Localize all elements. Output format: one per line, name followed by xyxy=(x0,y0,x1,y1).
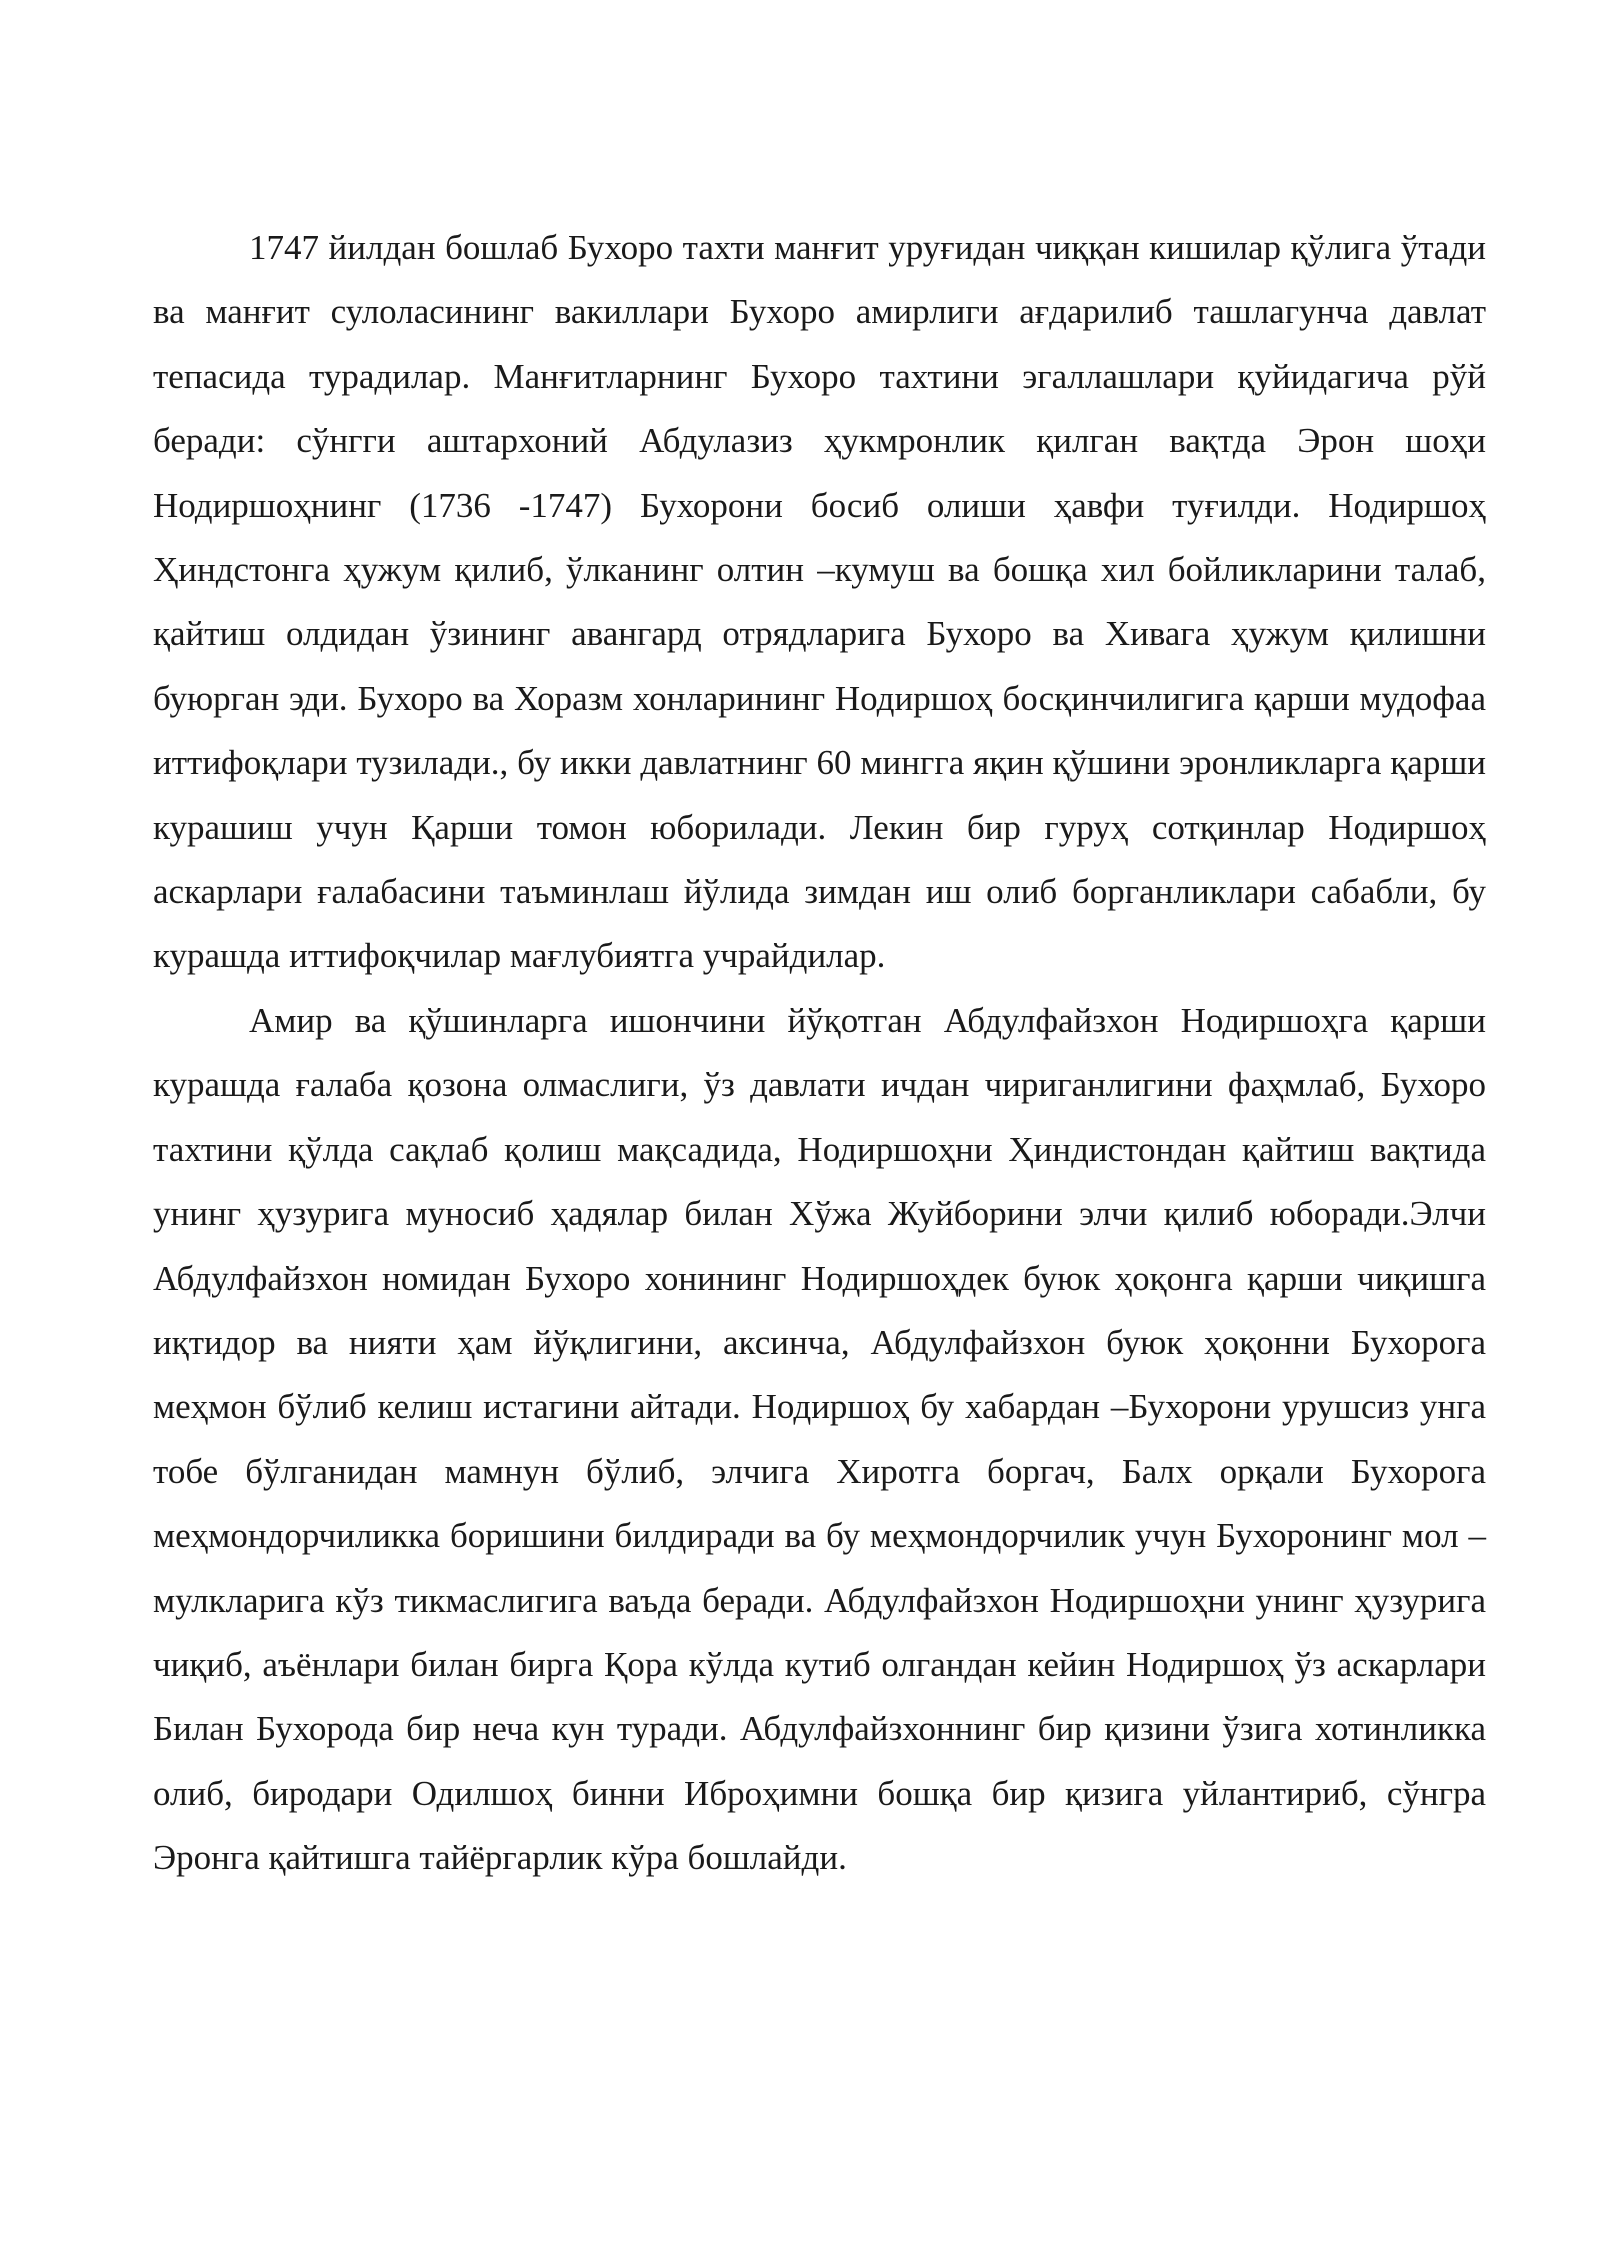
paragraph-1: 1747 йилдан бошлаб Бухоро тахти манғит уруғидан чиққан кишилар қўлига ўтади ва манғит сулоласининг вакиллари Бухоро амирлиги ағдарилиб ташлагунча давлат тепасида турадилар. Манғитларнинг Бухоро тахтини эгаллашлари қуйидагича рўй беради: сўнгги аштархоний Абдулазиз ҳукмронлик қилган вақтда Эрон шоҳи Нодиршоҳнинг (1736 -1747) Бухорони босиб олиши ҳавфи туғилди. Нодиршоҳ Ҳиндстонга ҳужум қилиб, ўлканинг олтин –кумуш ва бошқа хил бойликларини талаб, қайтиш олдидан ўзининг авангард отрядларига Бухоро ва Хивага ҳужум қилишни буюрган эди. Бухоро ва Хоразм хонларининг Нодиршоҳ босқинчилигига қарши мудофаа иттифоқлари тузилади., бу икки давлатнинг 60 мингга яқин қўшини эронликларга қарши курашиш учун Қарши томон юборилади. Лекин бир гуруҳ сотқинлар Нодиршоҳ аскарлари ғалабасини таъминлаш йўлида зимдан иш олиб борганликлари сабабли, бу курашда иттифоқчилар мағлубиятга учрайдилар. xyxy=(153,228,1486,976)
body-text xyxy=(153,216,1486,1891)
paragraph-2: Амир ва қўшинларга ишончини йўқотган Абдулфайзхон Нодиршоҳга қарши курашда ғалаба қозона олмаслиги, ўз давлати ичдан чириганлигини фаҳмлаб, Бухоро тахтини қўлда сақлаб қолиш мақсадида, Нодиршоҳни Ҳиндистондан қайтиш вақтида унинг ҳузурига муносиб ҳадялар билан Хўжа Жуйборини элчи қилиб юборади.Элчи Абдулфайзхон номидан Бухоро хонининг Нодиршоҳдек буюк ҳоқонга қарши чиқишга иқтидор ва нияти ҳам йўқлигини, аксинча, Абдулфайзхон буюк ҳоқонни Бухорога меҳмон бўлиб келиш истагини айтади. Нодиршоҳ бу хабардан –Бухорони урушсиз унга тобе бўлганидан мамнун бўлиб, элчига Хиротга боргач, Балх орқали Бухорога меҳмондорчиликка боришини билдиради ва бу меҳмондорчилик учун Бухоронинг мол –мулкларига кўз тикмаслигига ваъда беради. Абдулфайзхон Нодиршоҳни унинг ҳузурига чиқиб, аъёнлари билан бирга Қора кўлда кутиб олгандан кейин Нодиршоҳ ўз аскарлари Билан Бухорода бир неча кун туради. Абдулфайзхоннинг бир қизини ўзига хотинликка олиб, биродари Одилшоҳ бинни Иброҳимни бошқа бир қизига уйлантириб, сўнгра Эронга қайтишга тайёргарлик кўра бошлайди. xyxy=(153,1000,1486,1878)
